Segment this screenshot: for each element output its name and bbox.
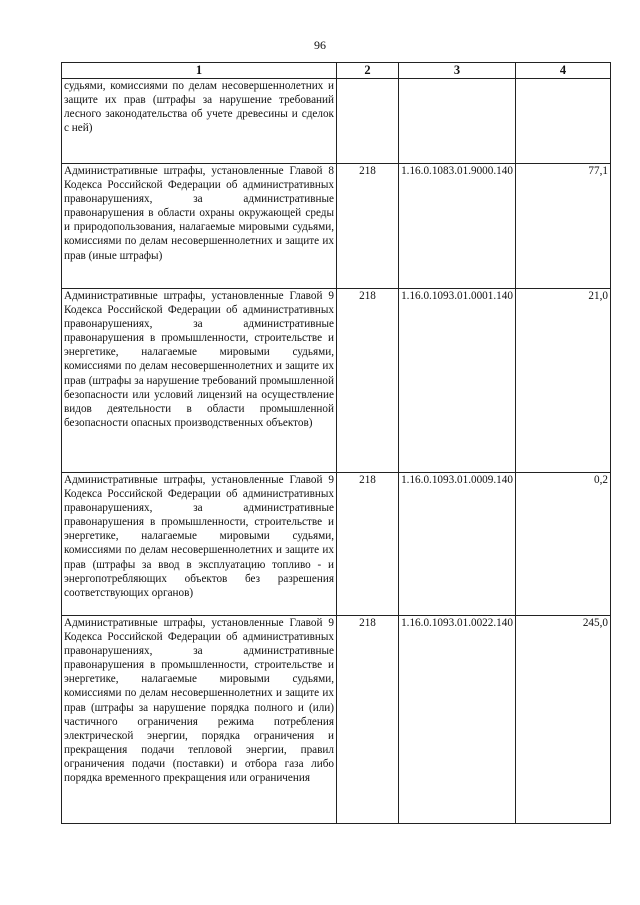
row-admin-code: 218 (337, 616, 399, 824)
row-kbk-code (399, 79, 516, 164)
page-number: 96 (314, 38, 326, 52)
row-description: Административные штрафы, установленные Главой 9 Кодекса Российской Федерации об административных правонарушениях, за административные правонарушения в промышленности, строительстве и энергетике, налагаемые мировыми судьями, комиссиями по делам несовершеннолетних и защите их прав (штрафы за нарушение требований промышленной безопасности или условий лицензий на осуществление видов деятельности в области промышленной безопасности опасных производственных объектов) (62, 289, 337, 473)
row-description: Административные штрафы, установленные Главой 9 Кодекса Российской Федерации об административных правонарушениях, за административные правонарушения в промышленности, строительстве и энергетике, налагаемые мировыми судьями, комиссиями по делам несовершеннолетних и защите их прав (штрафы за ввод в эксплуатацию топливо - и энергопотребляющих объектов без разрешения соответствующих органов) (62, 473, 337, 616)
row-kbk-code: 1.16.0.1093.01.0001.140 (399, 289, 516, 473)
table-row (62, 616, 611, 824)
row-amount: 21,0 (516, 289, 611, 473)
column-header-4: 4 (516, 63, 611, 79)
row-admin-code: 218 (337, 473, 399, 616)
row-kbk-code: 1.16.0.1083.01.9000.140 (399, 164, 516, 289)
row-kbk-code: 1.16.0.1093.01.0009.140 (399, 473, 516, 616)
table-row (62, 289, 611, 473)
table-row (62, 473, 611, 616)
table-row (62, 79, 611, 164)
row-admin-code: 218 (337, 289, 399, 473)
row-amount: 0,2 (516, 473, 611, 616)
table-row (62, 164, 611, 289)
column-header-1: 1 (62, 63, 337, 79)
column-header-2: 2 (337, 63, 399, 79)
row-description: Административные штрафы, установленные Главой 8 Кодекса Российской Федерации об административных правонарушениях, за административные правонарушения в области охраны окружающей среды и природопользования, налагаемые мировыми судьями, комиссиями по делам несовершеннолетних и защите их прав (иные штрафы) (62, 164, 337, 289)
table-header-row (62, 63, 611, 79)
row-admin-code: 218 (337, 164, 399, 289)
row-admin-code (337, 79, 399, 164)
column-header-3: 3 (399, 63, 516, 79)
row-kbk-code: 1.16.0.1093.01.0022.140 (399, 616, 516, 824)
row-amount: 77,1 (516, 164, 611, 289)
row-description: судьями, комиссиями по делам несовершеннолетних и защите их прав (штрафы за нарушение требований лесного законодательства об учете древесины и сделок с ней) (62, 79, 337, 164)
revenue-table (61, 62, 611, 824)
row-description: Административные штрафы, установленные Главой 9 Кодекса Российской Федерации об административных правонарушениях, за административные правонарушения в промышленности, строительстве и энергетике, налагаемые мировыми судьями, комиссиями по делам несовершеннолетних и защите их прав (штрафы за нарушение порядка полного и (или) частичного ограничения режима потребления электрической энергии, порядка ограничения и прекращения подачи тепловой энергии, правил ограничения подачи (поставки) и отбора газа либо порядка временного прекращения или ограничения (62, 616, 337, 824)
row-amount (516, 79, 611, 164)
row-amount: 245,0 (516, 616, 611, 824)
